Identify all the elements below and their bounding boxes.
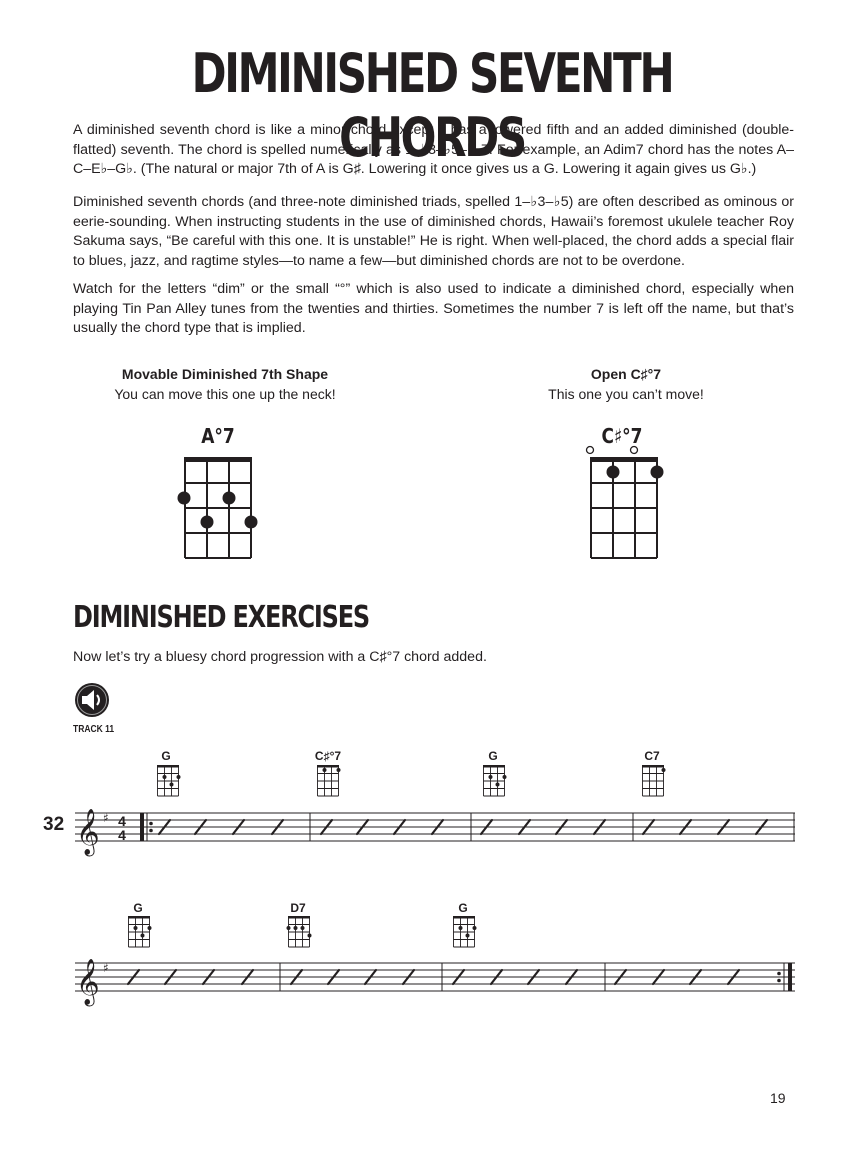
page-title: DIMINISHED SEVENTH CHORDS bbox=[191, 42, 673, 169]
chord-diagram-c-sharp-dim7-small bbox=[315, 764, 345, 798]
track-label: TRACK 11 bbox=[73, 724, 115, 735]
sharp-icon: ♯ bbox=[103, 811, 109, 825]
chord-name: D7 bbox=[290, 901, 306, 915]
chord-name: G bbox=[488, 749, 498, 763]
shape-2-heading: Open C♯°7 bbox=[590, 366, 662, 382]
treble-clef-icon: 𝄞 bbox=[76, 959, 100, 1005]
chord-name: C♯°7 bbox=[314, 749, 342, 763]
sharp-icon: ♯ bbox=[103, 961, 109, 975]
paragraph-1: A diminished seventh chord is like a minor chord except it has a lowered fifth and an added diminished (double-flatted) seventh. The chord is spelled numerically as 1–♭3–♭5–♭♭7. For example, an Adim7 chord has the notes A–C–E♭–G♭. (The natural or major 7th of A is G♯. Lowering it once gives us a G. Lowering it again gives us G♭.) bbox=[73, 122, 794, 177]
paragraph-2: Diminished seventh chords (and three-note diminished triads, spelled 1–♭3–♭5) are often described as ominous or eerie-sounding. When instructing students in the use of diminished chords, Hawaii’s foremost ukulele teacher Roy Sakuma says, “Be careful with this one. It is unstable!” He is right. When well-placed, the chord adds a special flair to blues, jazz, and ragtime styles—to name a few—but diminished chords are not to be overdone. bbox=[73, 194, 794, 269]
chord-diagram-g bbox=[481, 764, 511, 798]
shape-2-subheading: This one you can’t move! bbox=[548, 386, 704, 402]
speaker-icon[interactable] bbox=[73, 681, 111, 719]
measure-number: 32 bbox=[43, 814, 65, 835]
staff-line-1 bbox=[70, 795, 800, 865]
chord-diagram-a-dim7 bbox=[170, 450, 270, 562]
paragraph-3: Watch for the letters “dim” or the small “°” which is also used to indicate a diminished chord, especially when playing Tin Pan Alley tunes from the twenties and thirties. Sometimes the number 7 is left off the name, but that’s usually the chord type that is implied. bbox=[73, 281, 794, 336]
chord-diagram-c7 bbox=[640, 764, 670, 798]
chord-diagram-g bbox=[155, 764, 185, 798]
chord-diagram-g bbox=[126, 915, 156, 949]
page-number: 19 bbox=[770, 1090, 786, 1106]
shape-1-subheading: You can move this one up the neck! bbox=[114, 386, 336, 402]
chord-diagram-g bbox=[451, 915, 481, 949]
time-signature-bottom: 4 bbox=[118, 827, 126, 843]
staff-line-2 bbox=[70, 945, 800, 1015]
exercise-intro: Now let’s try a bluesy chord progression with a C♯°7 chord added. bbox=[73, 649, 487, 665]
chord-name: G bbox=[133, 901, 143, 915]
chord-name-a-dim7: A°7 bbox=[201, 424, 235, 448]
treble-clef-icon: 𝄞 bbox=[76, 809, 100, 855]
section-heading: DIMINISHED EXERCISES bbox=[73, 600, 370, 635]
chord-diagram-d7 bbox=[286, 915, 316, 949]
chord-name: C7 bbox=[644, 749, 660, 763]
time-signature-top: 4 bbox=[118, 813, 126, 829]
chord-diagram-c-sharp-dim7 bbox=[576, 442, 676, 562]
chord-name-c-sharp-dim7: C♯°7 bbox=[601, 424, 643, 448]
chord-name: G bbox=[161, 749, 171, 763]
chord-name: G bbox=[458, 901, 468, 915]
shape-1-heading: Movable Diminished 7th Shape bbox=[121, 366, 329, 382]
